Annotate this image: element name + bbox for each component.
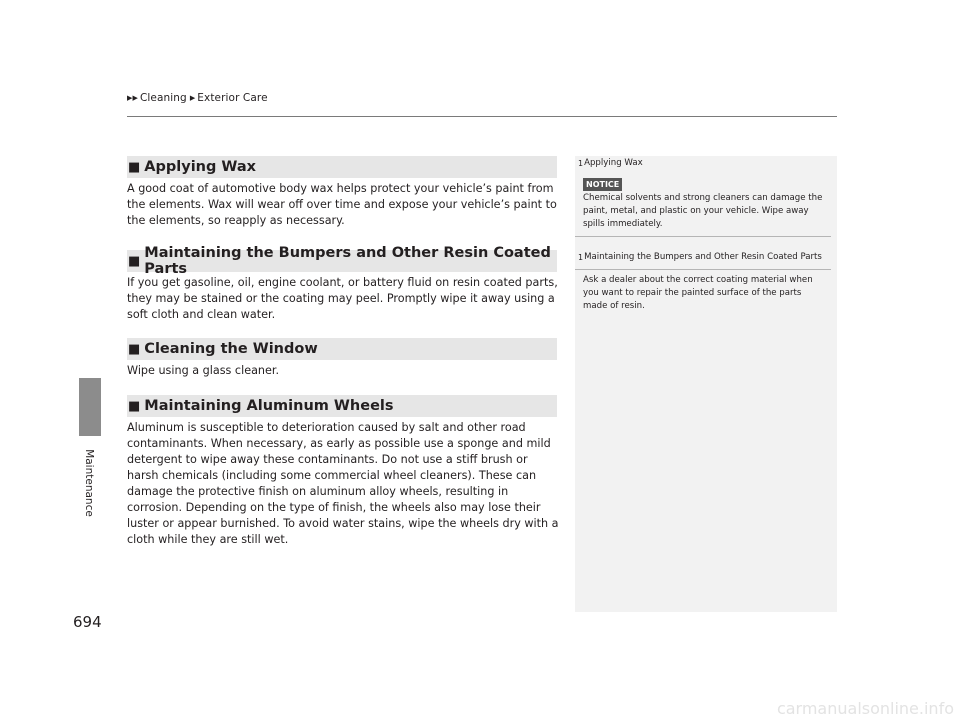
notice-badge: NOTICE xyxy=(583,178,622,191)
sidebar-note-divider xyxy=(575,236,831,237)
section-heading-text: Maintaining Aluminum Wheels xyxy=(144,398,394,414)
section-marker-icon: ■ xyxy=(128,159,141,175)
section-heading-applying-wax xyxy=(127,156,557,178)
breadcrumb-exterior-care[interactable]: Exterior Care xyxy=(197,92,268,104)
section-marker-icon: ■ xyxy=(128,253,141,269)
sidebar-note-body: Ask a dealer about the correct coating material when you want to repair the painted surface of the parts made of resin. xyxy=(583,275,813,311)
sidebar-note-title xyxy=(578,157,828,170)
sidebar-note-title-text: Maintaining the Bumpers and Other Resin Coated Parts xyxy=(584,252,822,262)
section-body-bumpers: If you get gasoline, oil, engine coolant, or battery fluid on resin coated parts, they may be stained or the coating may peel. Promptly wipe it away using a soft cloth and clean water. xyxy=(127,276,558,321)
breadcrumb-separator-icon: ▶ xyxy=(189,94,196,102)
chapter-label xyxy=(69,438,109,528)
chapter-label-text: Maintenance xyxy=(83,449,95,517)
section-body-wheels: Aluminum is susceptible to deterioration caused by salt and other road contaminants. When necessary, as early as possible use a sponge and mild detergent to wipe away these contaminants. Do not use a stiff brush or harsh chemicals (including some commercial wheel cleaners). These can damage the protective finish on aluminum alloy wheels, resulting in corrosion. Depending on the type of finish, the wheels also may lose their luster or appear burnished. To avoid water stains, wipe the wheels dry with a cloth while they are still wet. xyxy=(127,421,559,546)
section-body-window: Wipe using a glass cleaner. xyxy=(127,364,280,377)
page-number: 694 xyxy=(73,613,102,631)
section-heading-text: Applying Wax xyxy=(144,159,257,175)
sidebar-note-title xyxy=(578,251,828,264)
section-marker-icon: ■ xyxy=(128,341,141,357)
reference-icon: 1 xyxy=(578,253,584,262)
section-marker-icon: ■ xyxy=(128,398,141,414)
watermark: carmanualsonline.info xyxy=(776,699,954,718)
section-heading-text: Maintaining the Bumpers and Other Resin Coated Parts xyxy=(144,245,551,277)
section-heading-window xyxy=(127,338,557,360)
sidebar-note-applying-wax xyxy=(578,157,828,241)
breadcrumb xyxy=(127,92,268,104)
header-divider xyxy=(127,116,837,117)
sidebar-note-title-text: Applying Wax xyxy=(584,158,643,168)
sidebar-note-bumpers xyxy=(578,251,828,313)
section-heading-wheels xyxy=(127,395,557,417)
reference-icon: 1 xyxy=(578,159,584,168)
section-heading-text: Cleaning the Window xyxy=(144,341,318,357)
section-heading-bumpers xyxy=(127,245,557,277)
chapter-tab xyxy=(79,378,101,436)
section-body-applying-wax: A good coat of automotive body wax helps protect your vehicle’s paint from the elements. Wax will wear off over time and expose your vehicle’s paint to the elements, so reapply as necessary. xyxy=(127,182,557,227)
breadcrumb-cleaning[interactable]: Cleaning xyxy=(139,92,187,104)
sidebar-note-body: Chemical solvents and strong cleaners can damage the paint, metal, and plastic on your vehicle. Wipe away spills immediately. xyxy=(583,193,823,229)
breadcrumb-arrow-icon: ▶▶ xyxy=(127,94,138,102)
sidebar-note-divider xyxy=(575,269,831,270)
